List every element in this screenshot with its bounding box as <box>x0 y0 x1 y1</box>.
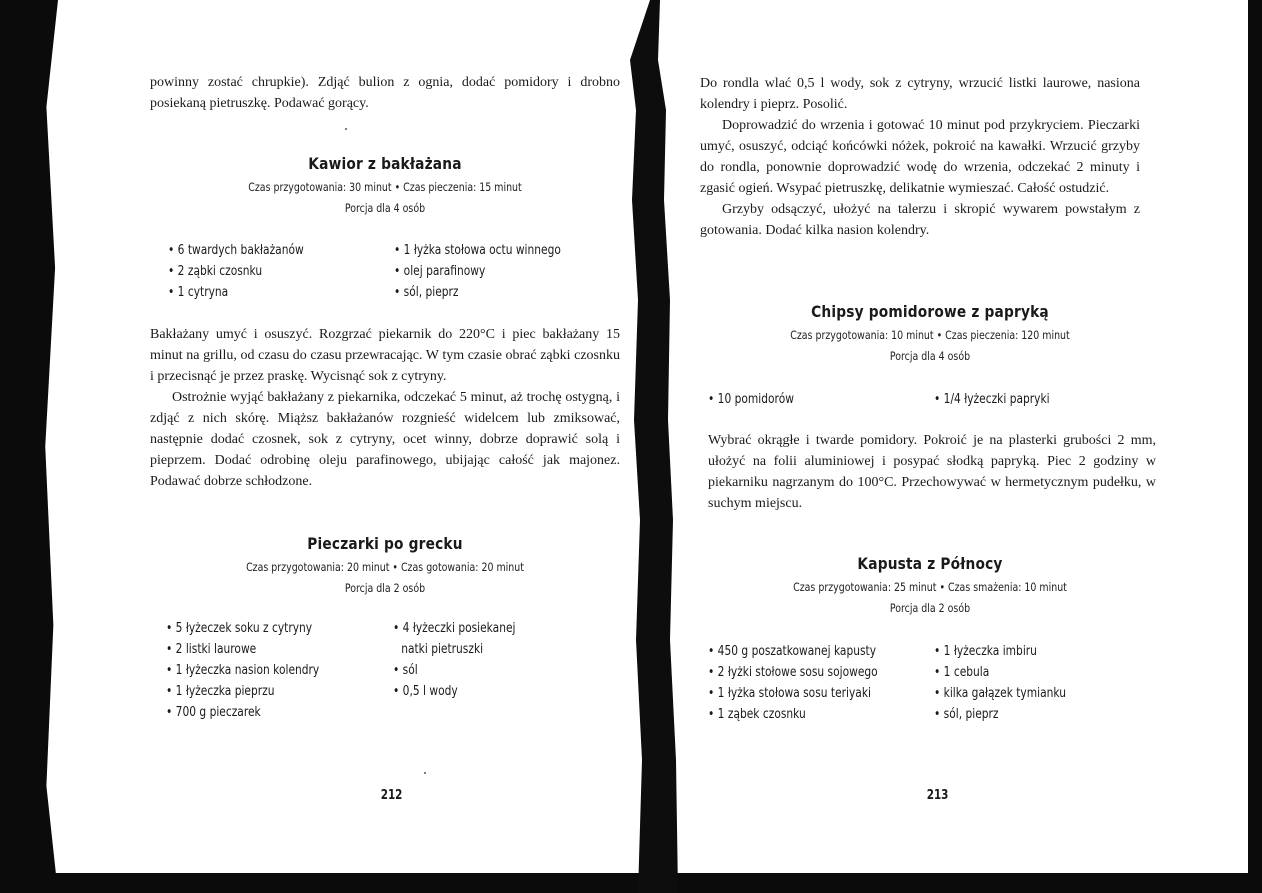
left-intro-text <box>150 72 620 114</box>
ingredient: • 4 łyżeczki posiekanej <box>393 621 516 636</box>
ingredients-col-left <box>166 618 393 723</box>
ingredient: • 2 łyżki stołowe sosu sojowego <box>708 665 878 680</box>
recipe-kapusta <box>700 554 1160 619</box>
intro-paragraph: powinny zostać chrupkie). Zdjąć bulion z ognia, dodać pomidory i drobno posiekaną pietruszkę. Podawać gorący. <box>150 75 620 111</box>
ingredient: • 1 łyżeczka nasion kolendry <box>166 663 320 678</box>
ingredient: • 1 cebula <box>934 665 990 680</box>
scan-left-edge <box>0 0 58 893</box>
ingredient: • 1 łyżeczka pieprzu <box>166 684 275 699</box>
recipe-meta: Czas przygotowania: 25 minut • Czas smażenia: 10 minut <box>793 580 1067 594</box>
ingredient: • 2 listki laurowe <box>166 642 257 657</box>
instruction-paragraph: Do rondla wlać 0,5 l wody, sok z cytryny, wrzucić listki laurowe, nasiona kolendry i pieprz. Posolić. <box>700 76 1140 112</box>
recipe-meta: Czas przygotowania: 30 minut • Czas pieczenia: 15 minut <box>248 180 522 194</box>
page-number: 213 <box>926 788 949 803</box>
ingredient: • 6 twardych bakłażanów <box>168 243 304 258</box>
ingredient: • kilka gałązek tymianku <box>934 686 1066 701</box>
recipe-title: Pieczarki po grecku <box>307 534 463 553</box>
speck <box>424 772 426 774</box>
ingredient: • 1 łyżka stołowa octu winnego <box>394 243 561 258</box>
ingredients-col-right <box>394 240 620 303</box>
left-page <box>150 0 620 893</box>
recipe-title: Kawior z bakłażana <box>308 154 462 173</box>
ingredient: • olej parafinowy <box>394 264 486 279</box>
ingredient: • 0,5 l wody <box>393 684 458 699</box>
ingredients-chipsy <box>708 389 1160 410</box>
ingredient: • 450 g poszatkowanej kapusty <box>708 644 877 659</box>
ingredient: • 1/4 łyżeczki papryki <box>934 392 1050 407</box>
ingredient: • 700 g pieczarek <box>166 705 261 720</box>
recipe-pieczarki <box>150 534 620 599</box>
instruction-paragraph: Ostrożnie wyjąć bakłażany z piekarnika, odczekać 5 minut, aż trochę ostygną, i zdjąć z nich skórę. Miąższ bakłażanów rozgnieść widelcem lub zmiksować, następnie dodać czosnek, sok z cytryny, ocet winny, dobrze doprawić solą i pieprzem. Dodać odrobinę oleju parafinowego, ubijając całość jak majonez. Podawać dobrze schłodzone. <box>150 390 620 489</box>
instructions-kawior <box>150 324 620 492</box>
book-gutter <box>618 0 698 893</box>
instruction-paragraph: Grzyby odsączyć, ułożyć na talerzu i skropić wywarem powstałym z gotowania. Dodać kilka nasion kolendry. <box>700 202 1140 238</box>
ingredients-col-left <box>708 641 934 725</box>
ingredients-pieczarki <box>166 618 620 723</box>
ingredient: • sól <box>393 663 418 678</box>
ingredients-col-right <box>393 618 620 723</box>
ingredients-col-right <box>934 389 1160 410</box>
ingredient: • 5 łyżeczek soku z cytryny <box>166 621 313 636</box>
instruction-paragraph: Bakłażany umyć i osuszyć. Rozgrzać piekarnik do 220°C i piec bakłażany 15 minut na grillu, od czasu do czasu przewracając. W tym czasie obrać ząbki czosnku i przecisnąć je przez praskę. Wycisnąć sok z cytryny. <box>150 327 620 384</box>
ingredient: • 10 pomidorów <box>708 392 794 407</box>
ingredient: • sól, pieprz <box>394 285 459 300</box>
ingredient: • 1 łyżeczka imbiru <box>934 644 1037 659</box>
ingredient: • 1 ząbek czosnku <box>708 707 806 722</box>
recipe-servings: Porcja dla 2 osób <box>344 581 426 595</box>
recipe-servings: Porcja dla 4 osób <box>344 201 426 215</box>
ingredients-col-left <box>168 240 394 303</box>
ingredients-kapusta <box>708 641 1160 725</box>
recipe-title: Kapusta z Północy <box>857 554 1003 573</box>
recipe-chipsy <box>700 302 1160 367</box>
page-number: 212 <box>380 788 403 803</box>
ingredient: • 2 ząbki czosnku <box>168 264 263 279</box>
instructions-chipsy <box>708 430 1156 514</box>
scan-right-edge <box>1248 0 1262 893</box>
recipe-servings: Porcja dla 4 osób <box>889 349 971 363</box>
ingredients-col-right <box>934 641 1160 725</box>
right-page <box>700 0 1160 893</box>
ingredient: • sól, pieprz <box>934 707 999 722</box>
recipe-servings: Porcja dla 2 osób <box>889 601 971 615</box>
recipe-meta: Czas przygotowania: 20 minut • Czas gotowania: 20 minut <box>246 560 524 574</box>
speck <box>345 128 347 130</box>
ingredient: natki pietruszki <box>401 642 484 657</box>
ingredients-col-left <box>708 389 934 410</box>
ingredient: • 1 cytryna <box>168 285 229 300</box>
recipe-title: Chipsy pomidorowe z papryką <box>811 302 1049 321</box>
right-intro-text <box>700 73 1140 241</box>
instruction-paragraph: Doprowadzić do wrzenia i gotować 10 minut pod przykryciem. Pieczarki umyć, osuszyć, odciąć końcówki nóżek, pokroić na kawałki. Wrzucić grzyby do rondla, ponownie doprowadzić wodę do wrzenia, odczekać 2 minuty i zgasić ogień. Wsypać pietruszkę, delikatnie wymieszać. Całość ostudzić. <box>700 118 1140 196</box>
instruction-paragraph: Wybrać okrągłe i twarde pomidory. Pokroić je na plasterki grubości 2 mm, ułożyć na folii aluminiowej i posypać słodką papryką. Piec 2 godziny w piekarniku nagrzanym do 100°C. Przechowywać w hermetycznym pudełku, w suchym miejscu. <box>708 433 1156 511</box>
ingredients-kawior <box>168 240 620 303</box>
ingredient: • 1 łyżka stołowa sosu teriyaki <box>708 686 871 701</box>
recipe-kawior <box>150 154 620 219</box>
recipe-meta: Czas przygotowania: 10 minut • Czas pieczenia: 120 minut <box>790 328 1070 342</box>
